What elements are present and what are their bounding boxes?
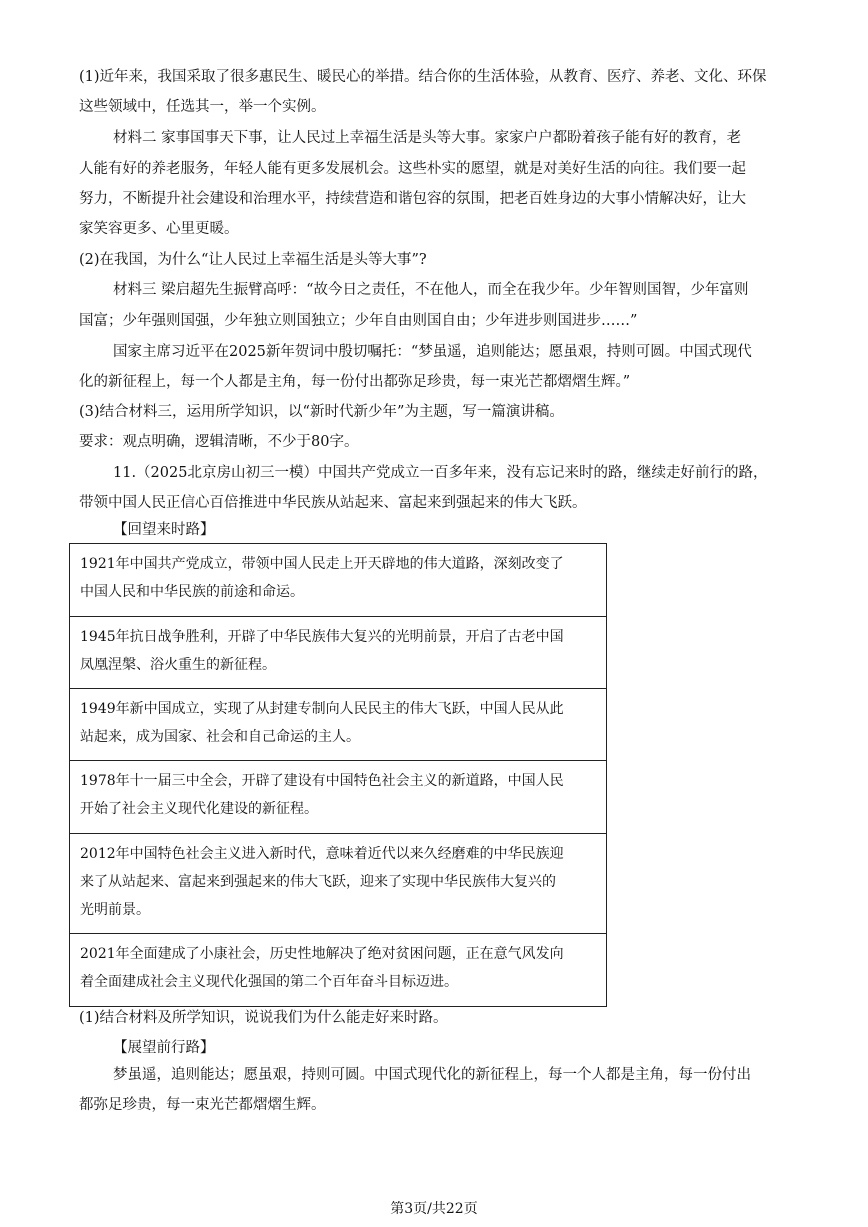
table-row xyxy=(70,834,606,934)
section-heading-look-back: 【回望来时路】 xyxy=(113,522,215,538)
table-row xyxy=(70,934,606,1006)
question-11-stem: 带领中国人民正信心百倍推进中华民族从站起来、富起来到强起来的伟大飞跃。 xyxy=(79,495,587,511)
table-cell-text: 中国人民和中华民族的前途和命运。 xyxy=(80,584,304,600)
table-cell-text: 1949年新中国成立，实现了从封建专制向人民民主的伟大飞跃，中国人民从此 xyxy=(80,701,564,717)
table-row xyxy=(70,689,606,761)
material-3-text: 国富；少年强则国强，少年独立则国独立；少年自由则国自由；少年进步则国进步……” xyxy=(79,313,638,329)
question-3-prompt: (3)结合材料三，运用所学知识，以“新时代新少年”为主题，写一篇演讲稿。 xyxy=(79,404,564,420)
table-cell-text: 开始了社会主义现代化建设的新征程。 xyxy=(80,801,318,817)
table-cell-text: 1978年十一届三中全会，开辟了建设有中国特色社会主义的新道路，中国人民 xyxy=(80,773,564,789)
table-cell-text: 2021年全面建成了小康社会，历史性地解决了绝对贫困问题，正在意气风发向 xyxy=(80,946,564,962)
look-forward-text: 梦虽遥，追则能达；愿虽艰，持则可圆。中国式现代化的新征程上，每一个人都是主角，每一份付出 xyxy=(113,1067,751,1083)
material-2-text: 材料二 家事国事天下事，让人民过上幸福生活是头等大事。家家户户都盼着孩子能有好的教育，老 xyxy=(113,130,742,146)
table-cell-text: 着全面建成社会主义现代化强国的第二个百年奋斗目标迈进。 xyxy=(80,974,458,990)
material-3-quote: 化的新征程上，每一个人都是主角，每一份付出都弥足珍贵，每一束光芒都熠熠生辉。” xyxy=(79,374,631,390)
material-3-text: 材料三 梁启超先生振臂高呼：“故今日之责任，不在他人，而全在我少年。少年智则国智，少年富则 xyxy=(113,282,749,298)
question-2-prompt: (2)在我国，为什么“让人民过上幸福生活是头等大事”? xyxy=(79,252,427,268)
history-timeline-table xyxy=(69,543,607,1007)
question-1-prompt: (1)近年来，我国采取了很多惠民生、暖民心的举措。结合你的生活体验，从教育、医疗、养老、文化、环保 xyxy=(79,69,767,85)
question-11-stem: 11.（2025北京房山初三一模）中国共产党成立一百多年来，没有忘记来时的路，继续走好前行的路， xyxy=(113,465,768,481)
table-cell-text: 2012年中国特色社会主义进入新时代，意味着近代以来久经磨难的中华民族迎 xyxy=(80,846,564,862)
table-row xyxy=(70,617,606,689)
table-cell-text: 光明前景。 xyxy=(80,902,150,918)
look-forward-text: 都弥足珍贵，每一束光芒都熠熠生辉。 xyxy=(79,1097,326,1113)
material-3-quote: 国家主席习近平在2025新年贺词中殷切嘱托：“梦虽遥，追则能达；愿虽艰，持则可圆。中国式现代 xyxy=(113,344,752,360)
material-2-text: 家笑容更多、心里更暖。 xyxy=(79,221,239,237)
table-row xyxy=(70,544,606,617)
question-1-prompt-cont: 这些领域中，任选其一，举一个实例。 xyxy=(79,99,326,115)
table-cell-text: 站起来，成为国家、社会和自己命运的主人。 xyxy=(80,729,360,745)
material-2-text: 人能有好的养老服务，年轻人能有更多发展机会。这些朴实的愿望，就是对美好生活的向往。我们要一起 xyxy=(79,161,746,177)
question-11-1-prompt: (1)结合材料及所学知识，说说我们为什么能走好来时路。 xyxy=(79,1010,448,1026)
page-number: 第3页/共22页 xyxy=(390,1201,478,1217)
table-cell-text: 来了从站起来、富起来到强起来的伟大飞跃，迎来了实现中华民族伟大复兴的 xyxy=(80,874,556,890)
table-cell-text: 1945年抗日战争胜利，开辟了中华民族伟大复兴的光明前景，开启了古老中国 xyxy=(80,629,564,645)
question-3-requirement: 要求：观点明确，逻辑清晰，不少于80字。 xyxy=(79,434,359,450)
table-cell-text: 凤凰涅槃、浴火重生的新征程。 xyxy=(80,657,276,673)
section-heading-look-forward: 【展望前行路】 xyxy=(113,1040,215,1056)
table-row xyxy=(70,761,606,834)
table-cell-text: 1921年中国共产党成立，带领中国人民走上开天辟地的伟大道路，深刻改变了 xyxy=(80,556,564,572)
material-2-text: 努力，不断提升社会建设和治理水平，持续营造和谐包容的氛围，把老百姓身边的大事小情解决好，让大 xyxy=(79,191,746,207)
